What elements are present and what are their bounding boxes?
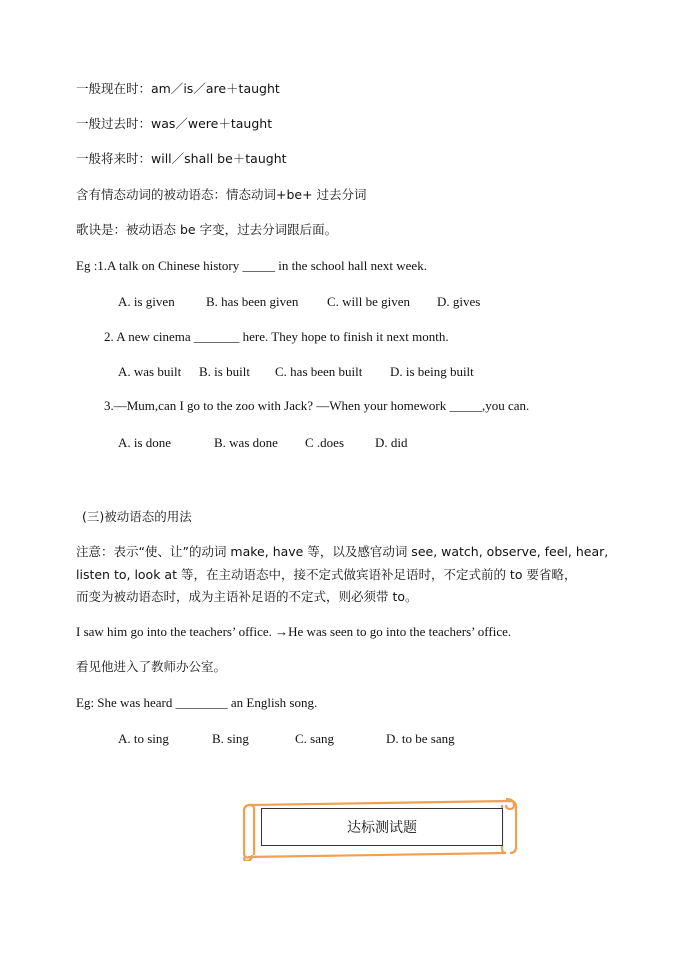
option-c: C. sang: [295, 731, 334, 746]
option-a: A. was built: [118, 364, 182, 379]
option-b: B. sing: [212, 731, 249, 746]
note-line-3: 而变为被动语态时，成为主语补足语的不定式，则必须带 to。: [76, 589, 418, 604]
rhyme-line: 歌诀是：被动语态 be 字变，过去分词跟后面。: [76, 222, 338, 237]
option-c: C .does: [305, 435, 344, 450]
option-a: A. to sing: [118, 731, 169, 746]
tense-rule-present: 一般现在时：am／is／are＋taught: [76, 81, 280, 96]
banner-title: 达标测试题: [261, 808, 503, 846]
eg-stem: Eg: She was heard ________ an English song.: [76, 695, 318, 710]
note-line-2: listen to, look at 等，在主动语态中，接不定式做宾语补足语时，不定式前的 to 要省略，: [76, 567, 577, 582]
option-d: D. to be sang: [386, 731, 455, 746]
option-d: D. is being built: [390, 364, 474, 379]
modal-passive-rule: 含有情态动词的被动语态：情态动词+be+ 过去分词: [76, 187, 367, 202]
section-banner: [240, 797, 518, 861]
option-c: C. has been built: [275, 364, 363, 379]
question-3-stem: 3.—Mum,can I go to the zoo with Jack? —When your homework _____,you can.: [104, 398, 530, 413]
question-1-stem: Eg :1.A talk on Chinese history _____ in the school hall next week.: [76, 258, 427, 273]
option-b: B. was done: [214, 435, 278, 450]
tense-rule-past: 一般过去时：was／were＋taught: [76, 116, 273, 131]
section-3-heading: (三)被动语态的用法: [82, 509, 192, 524]
example-english: I saw him go into the teachers’ office. →He was seen to go into the teachers’ office.: [76, 624, 512, 639]
tense-rule-future: 一般将来时：will／shall be＋taught: [76, 151, 287, 166]
option-a: A. is done: [118, 435, 172, 450]
option-d: D. gives: [437, 294, 481, 309]
option-b: B. has been given: [206, 294, 299, 309]
note-line-1: 注意：表示“使、让”的动词 make, have 等，以及感官动词 see, watch, observe, feel, hear,: [76, 544, 609, 559]
question-2-stem: 2. A new cinema _______ here. They hope to finish it next month.: [104, 329, 449, 344]
option-a: A. is given: [118, 294, 175, 309]
option-d: D. did: [375, 435, 408, 450]
example-chinese: 看见他进入了教师办公室。: [76, 659, 227, 674]
option-c: C. will be given: [327, 294, 411, 309]
option-b: B. is built: [199, 364, 250, 379]
